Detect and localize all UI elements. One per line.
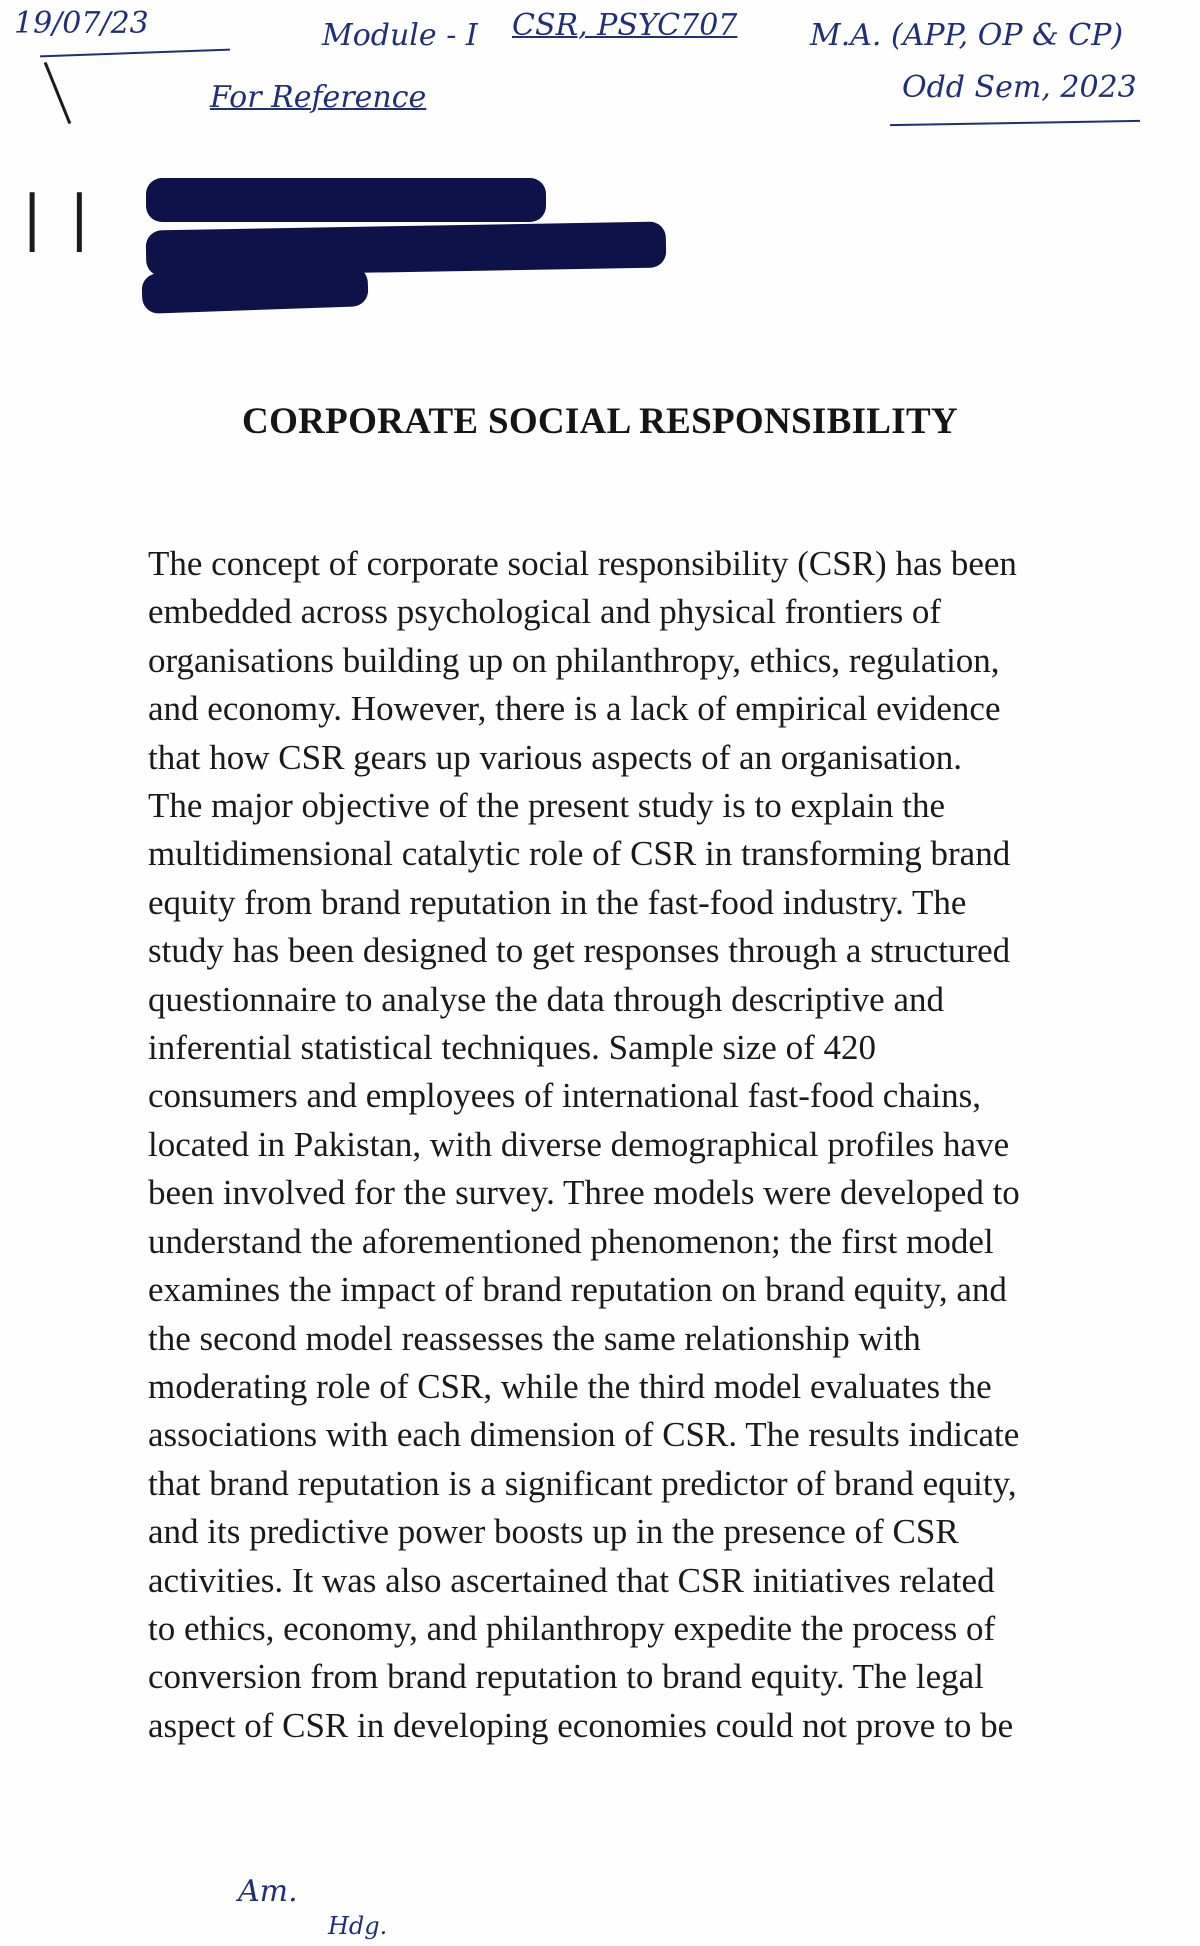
handwritten-signoff: Am. [238, 1874, 298, 1909]
body-line: moderating role of CSR, while the third model evaluates the [148, 1366, 992, 1406]
body-line: to ethics, economy, and philanthropy expedite the process of [148, 1608, 996, 1648]
body-line: that how CSR gears up various aspects of an organisation. [148, 737, 962, 777]
handwritten-date: 19/07/23 [14, 6, 149, 41]
body-line: consumers and employees of international fast-food chains, [148, 1076, 981, 1116]
body-line: and economy. However, there is a lack of empirical evidence [148, 689, 1001, 729]
body-line: activities. It was also ascertained that CSR initiatives related [148, 1560, 995, 1600]
pen-stroke-mark [44, 62, 72, 124]
document-title: CORPORATE SOCIAL RESPONSIBILITY [242, 401, 958, 442]
body-line: that brand reputation is a significant predictor of brand equity, [148, 1463, 1017, 1503]
body-line: inferential statistical techniques. Sample size of 420 [148, 1028, 876, 1068]
body-paragraph [148, 540, 1078, 1750]
body-line: conversion from brand reputation to brand equity. The legal [148, 1657, 984, 1697]
body-line: organisations building up on philanthropy, ethics, regulation, [148, 640, 1000, 680]
body-line: aspect of CSR in developing economies could not prove to be [148, 1705, 1014, 1745]
margin-marks: | | [22, 183, 94, 253]
handwritten-signature: Hdg. [328, 1912, 388, 1940]
body-line: been involved for the survey. Three models were developed to [148, 1173, 1020, 1213]
redacted-enrollment-number [146, 221, 667, 276]
body-line: located in Pakistan, with diverse demographical profiles have [148, 1124, 1010, 1164]
handwritten-module: Module - I [322, 18, 478, 53]
body-line: embedded across psychological and physical frontiers of [148, 592, 942, 632]
handwritten-semester: Odd Sem, 2023 [902, 70, 1137, 105]
body-line: questionnaire to analyse the data through descriptive and [148, 979, 944, 1019]
body-line: study has been designed to get responses through a structured [148, 931, 1011, 971]
body-line: multidimensional catalytic role of CSR in transforming brand [148, 834, 1011, 874]
body-line: the second model reassesses the same relationship with [148, 1318, 921, 1358]
date-underline [40, 49, 230, 58]
handwritten-program: M.A. (APP, OP & CP) [810, 18, 1124, 53]
semester-underline [890, 120, 1140, 126]
body-line: examines the impact of brand reputation on brand equity, and [148, 1270, 1007, 1310]
body-line: and its predictive power boosts up in the presence of CSR [148, 1512, 959, 1552]
redacted-name [146, 178, 546, 222]
body-line: The major objective of the present study is to explain the [148, 786, 946, 826]
handwritten-reference-note: For Reference [210, 80, 427, 115]
body-line: understand the aforementioned phenomenon; the first model [148, 1221, 994, 1261]
redacted-course [141, 266, 368, 314]
body-line: The concept of corporate social responsibility (CSR) has been [148, 544, 1017, 583]
body-line: equity from brand reputation in the fast-food industry. The [148, 882, 967, 922]
handwritten-course-code: CSR, PSYC707 [512, 8, 738, 43]
body-line: associations with each dimension of CSR. The results indicate [148, 1415, 1020, 1455]
